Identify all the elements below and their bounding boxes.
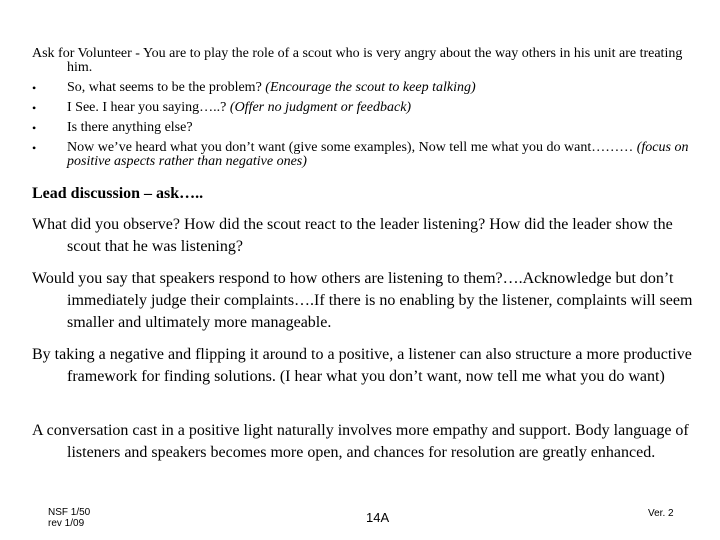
discussion-paragraph: What did you observe? How did the scout react to the leader listening? How did the leader show the scout that he was listening?: [32, 216, 673, 255]
discussion-paragraph: Would you say that speakers respond to how others are listening to them?….Acknowledge but don’t immediately judge their complaints….If there is no enabling by the listener, complaints will seem smaller and ultimately more manageable.: [32, 270, 693, 331]
prompt-text: I See. I hear you saying…..?: [67, 100, 230, 115]
dialogue-prompt: [32, 141, 692, 169]
bullet-icon: •: [32, 121, 37, 135]
page-number: 14A: [366, 510, 390, 525]
bullet-icon: •: [32, 101, 37, 115]
prompt-text: Now we’ve heard what you don’t want (give some examples), Now tell me what you do want………: [67, 140, 637, 155]
version-label: Ver. 2: [648, 508, 674, 519]
activity-instructions: [32, 47, 692, 169]
volunteer-instruction: Ask for Volunteer - You are to play the role of a scout who is very angry about the way others in his unit are treating him.: [32, 46, 683, 75]
footer-code: NSF 1/50: [48, 507, 91, 518]
discussion-paragraph: By taking a negative and flipping it around to a positive, a listener can also structure a more productive framework for finding solutions. (I hear what you don’t want, now tell me what you do want): [32, 346, 692, 385]
prompt-note: (focus on positive aspects rather than negative ones): [67, 140, 689, 169]
dialogue-prompt-list: [32, 81, 692, 169]
discussion-paragraph: A conversation cast in a positive light naturally involves more empathy and support. Body language of listeners and speakers becomes more open, and chances for resolution are greatly enhanced.: [32, 422, 689, 461]
dialogue-prompt: [32, 121, 692, 135]
footer-revision: [48, 507, 90, 529]
prompt-note: (Offer no judgment or feedback): [229, 100, 412, 115]
dialogue-prompt: [32, 81, 692, 95]
footer-rev-date: rev 1/09: [48, 518, 85, 529]
bullet-icon: •: [32, 81, 37, 95]
bullet-icon: •: [32, 141, 37, 155]
prompt-text: Is there anything else?: [67, 120, 193, 135]
prompt-text: So, what seems to be the problem?: [67, 80, 266, 95]
prompt-note: (Encourage the scout to keep talking): [265, 80, 476, 95]
dialogue-prompt: [32, 101, 692, 115]
section-heading: Lead discussion – ask…..: [32, 185, 204, 202]
